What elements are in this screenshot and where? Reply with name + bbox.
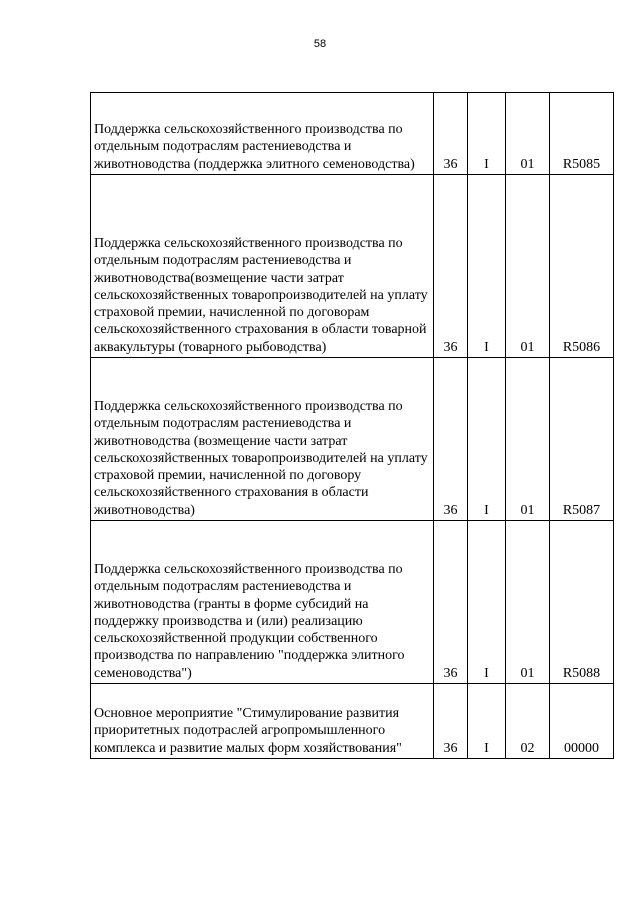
subprogram-code: I bbox=[468, 684, 506, 759]
page-number: 58 bbox=[313, 38, 327, 50]
direction-code: R5086 bbox=[550, 175, 614, 358]
event-code: 01 bbox=[506, 521, 550, 684]
direction-code: 00000 bbox=[550, 684, 614, 759]
table-row bbox=[91, 521, 614, 684]
program-code: 36 bbox=[434, 175, 468, 358]
program-code: 36 bbox=[434, 358, 468, 521]
program-code: 36 bbox=[434, 684, 468, 759]
subprogram-code: I bbox=[468, 175, 506, 358]
event-code: 01 bbox=[506, 358, 550, 521]
direction-code: R5088 bbox=[550, 521, 614, 684]
row-description: Поддержка сельскохозяйственного производства по отдельным подотраслям растениеводства и животноводства (возмещение части затрат сельскохозяйственных товаропроизводителей на уплату страховой премии, начисленной по договору сельскохозяйственного страхования в области животноводства) bbox=[91, 358, 434, 521]
table-row bbox=[91, 93, 614, 175]
subprogram-code: I bbox=[468, 521, 506, 684]
row-description: Поддержка сельскохозяйственного производства по отдельным подотраслям растениеводства и животноводства (поддержка элитного семеноводства) bbox=[91, 93, 434, 175]
subprogram-code: I bbox=[468, 93, 506, 175]
budget-classification-table bbox=[90, 92, 614, 759]
row-description: Поддержка сельскохозяйственного производства по отдельным подотраслям растениеводства и животноводства (гранты в форме субсидий на поддержку производства и (или) реализацию сельскохозяйственной продукции собственного производства по направлению "поддержка элитного семеноводства") bbox=[91, 521, 434, 684]
direction-code: R5087 bbox=[550, 358, 614, 521]
subprogram-code: I bbox=[468, 358, 506, 521]
table-row bbox=[91, 684, 614, 759]
table-row bbox=[91, 175, 614, 358]
event-code: 01 bbox=[506, 175, 550, 358]
row-description: Поддержка сельскохозяйственного производства по отдельным подотраслям растениеводства и животноводства(возмещение части затрат сельскохозяйственных товаропроизводителей на уплату страховой премии, начисленной по договорам сельскохозяйственного страхования в области товарной аквакультуры (товарного рыбоводства) bbox=[91, 175, 434, 358]
event-code: 01 bbox=[506, 93, 550, 175]
program-code: 36 bbox=[434, 521, 468, 684]
direction-code: R5085 bbox=[550, 93, 614, 175]
event-code: 02 bbox=[506, 684, 550, 759]
row-description: Основное мероприятие "Стимулирование развития приоритетных подотраслей агропромышленного комплекса и развитие малых форм хозяйствования" bbox=[91, 684, 434, 759]
program-code: 36 bbox=[434, 93, 468, 175]
table-row bbox=[91, 358, 614, 521]
